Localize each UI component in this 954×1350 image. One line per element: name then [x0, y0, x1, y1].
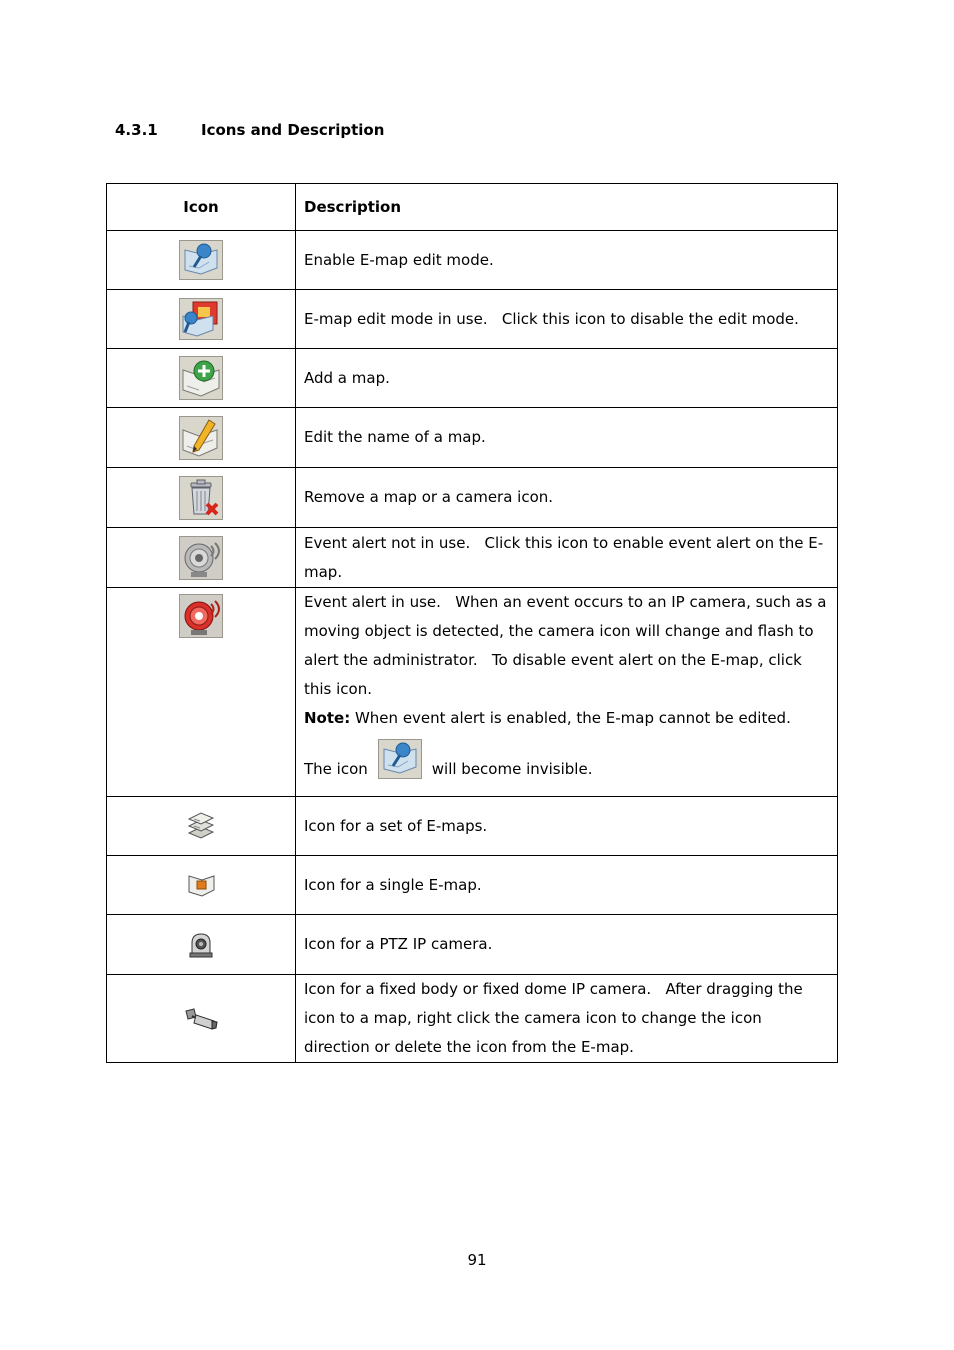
table-row	[107, 588, 838, 797]
add-map-icon	[179, 356, 223, 400]
row-description: Icon for a fixed body or fixed dome IP camera. After dragging the icon to a map, right click the camera icon to change the icon direction or delete the icon from the E-map.	[296, 975, 838, 1063]
table-row	[107, 468, 838, 528]
row-description: Event alert in use. When an event occurs to an IP camera, such as a moving object is detected, the camera icon will change and flash to alert the administrator. To disable event alert on the E-map, click this icon.	[304, 593, 827, 698]
header-icon: Icon	[107, 184, 296, 231]
table-row	[107, 231, 838, 290]
event-alert-off-icon	[179, 536, 223, 580]
icons-table	[106, 183, 838, 1063]
note-line	[304, 704, 831, 733]
edit-map-name-icon	[179, 416, 223, 460]
row-description: Add a map.	[296, 349, 838, 408]
section-number: 4.3.1	[115, 121, 158, 139]
section-title: Icons and Description	[201, 121, 385, 139]
section-heading	[115, 121, 384, 139]
table-row	[107, 915, 838, 975]
table-row	[107, 408, 838, 468]
emap-edit-icon	[179, 240, 223, 280]
inline-icon-line	[304, 739, 831, 779]
note-label: Note:	[304, 709, 351, 727]
row-description: Enable E-map edit mode.	[296, 231, 838, 290]
table-row	[107, 975, 838, 1063]
note-text: When event alert is enabled, the E-map cannot be edited.	[350, 709, 791, 727]
inline-text-after: will become invisible.	[431, 760, 593, 778]
row-description: Icon for a set of E-maps.	[296, 797, 838, 856]
table-row	[107, 528, 838, 588]
row-description: Event alert not in use. Click this icon to enable event alert on the E-map.	[296, 528, 838, 588]
header-description: Description	[296, 184, 838, 231]
row-description: Icon for a single E-map.	[296, 856, 838, 915]
single-emap-icon	[186, 872, 216, 898]
table-header-row	[107, 184, 838, 231]
table-row	[107, 290, 838, 349]
fixed-camera-icon	[184, 1007, 218, 1031]
row-description: Remove a map or a camera icon.	[296, 468, 838, 528]
table-row	[107, 856, 838, 915]
ptz-camera-icon	[187, 931, 215, 959]
table-row	[107, 349, 838, 408]
row-description: Icon for a PTZ IP camera.	[296, 915, 838, 975]
table-row	[107, 797, 838, 856]
emap-set-icon	[186, 812, 216, 840]
row-description: E-map edit mode in use. Click this icon to disable the edit mode.	[296, 290, 838, 349]
emap-edit-icon	[378, 739, 422, 779]
row-description: Edit the name of a map.	[296, 408, 838, 468]
page-number: 91	[467, 1251, 487, 1269]
inline-text-before: The icon	[304, 760, 368, 778]
remove-map-icon	[179, 476, 223, 520]
event-alert-on-icon	[179, 594, 223, 638]
emap-edit-active-icon	[179, 298, 223, 340]
